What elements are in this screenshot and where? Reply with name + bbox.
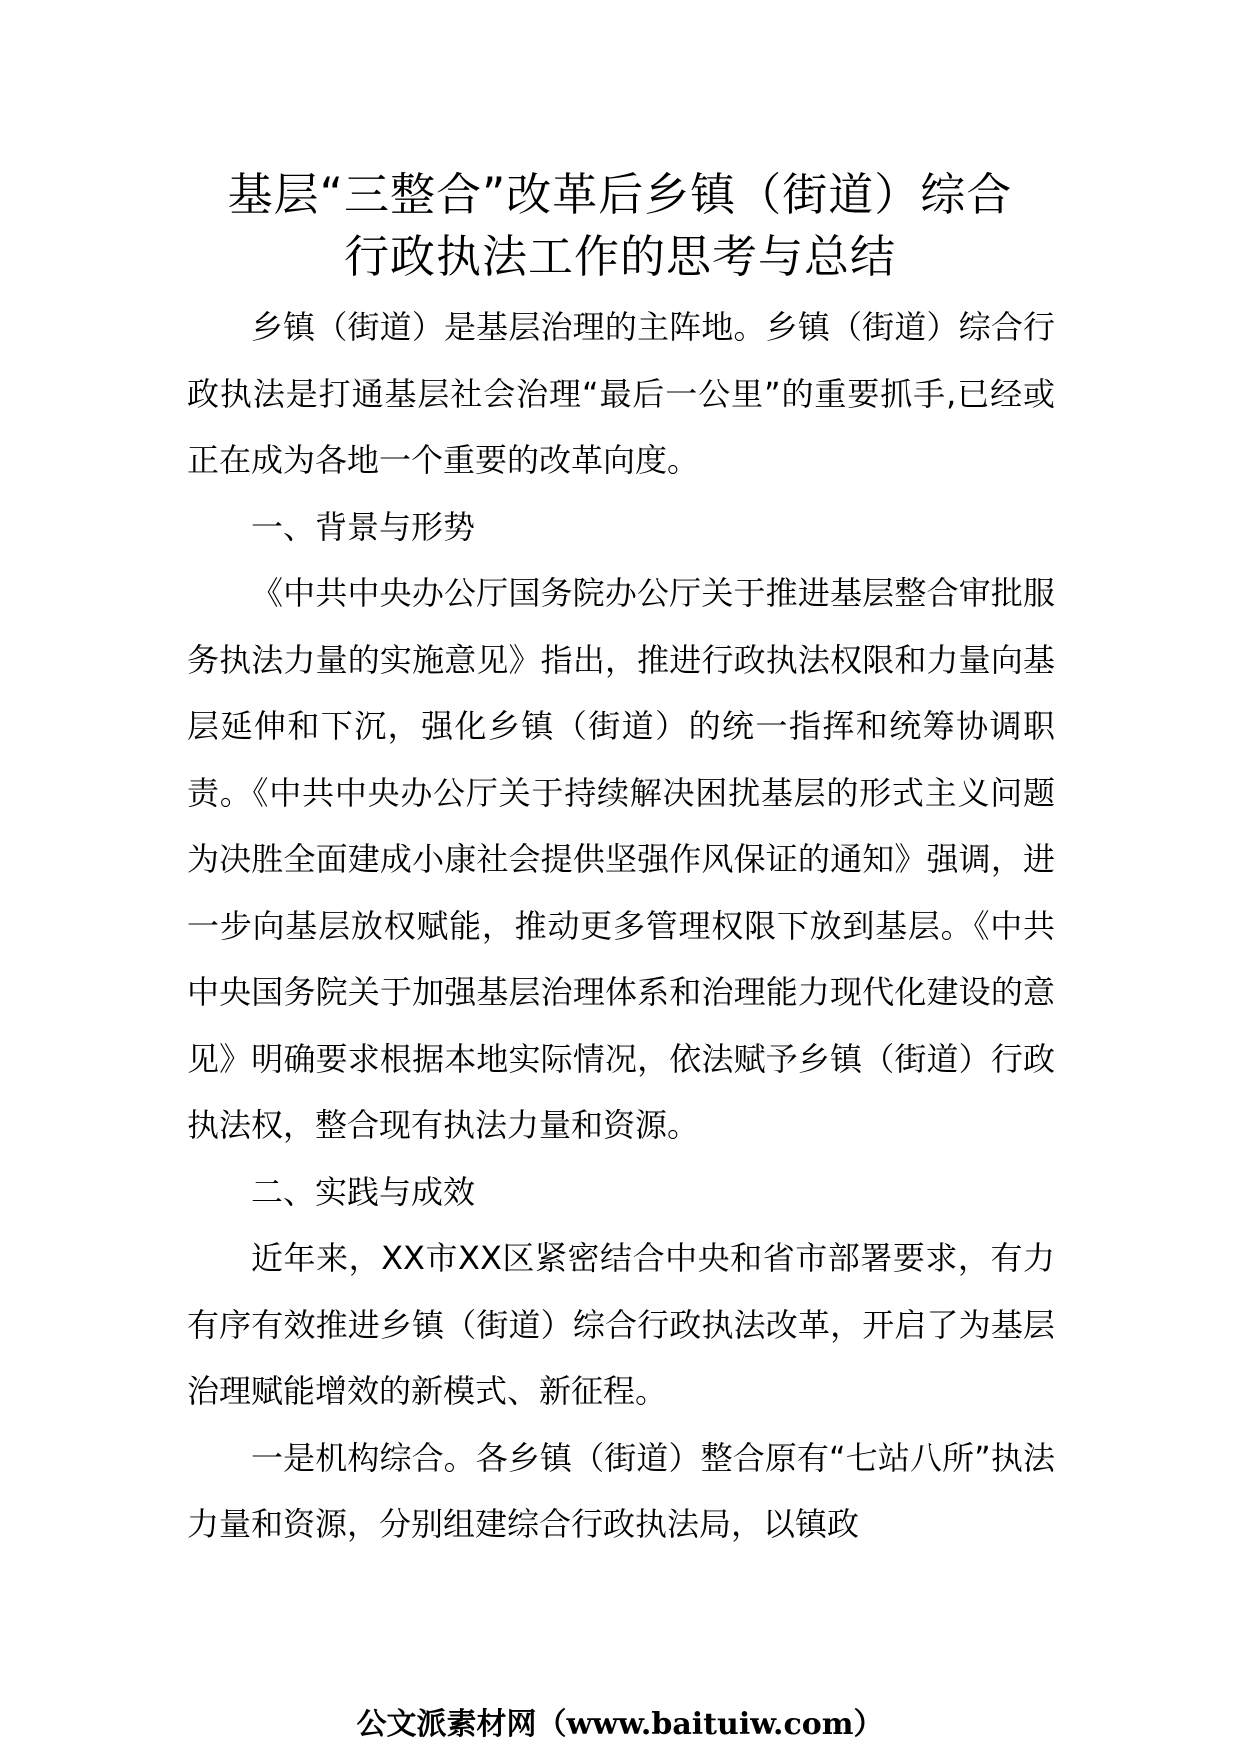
paragraph-institution: 一是机构综合。各乡镇（街道）整合原有“七站八所”执法力量和资源，分别组建综合行政执法局，以镇政 bbox=[187, 1438, 1055, 1543]
title-line-2: 行政执法工作的思考与总结 bbox=[343, 230, 896, 283]
document-title bbox=[150, 164, 1090, 288]
paragraph-intro: 乡镇（街道）是基层治理的主阵地。乡镇（街道）综合行政执法是打通基层社会治理“最后一公里”的重要抓手,已经或正在成为各地一个重要的改革向度。 bbox=[187, 308, 1055, 479]
section-heading-practice: 二、实践与成效 bbox=[251, 1172, 476, 1211]
title-line-1: 基层“三整合”改革后乡镇（街道）综合 bbox=[227, 168, 1013, 221]
document-body bbox=[187, 294, 1055, 1558]
paragraph-practice: 近年来，XX市XX区紧密结合中央和省市部署要求，有力有序有效推进乡镇（街道）综合行政执法改革，开启了为基层治理赋能增效的新模式、新征程。 bbox=[187, 1239, 1055, 1410]
footer-watermark: 公文派素材网（www.baituiw.com） bbox=[356, 1707, 884, 1742]
paragraph-background: 《中共中央办公厅国务院办公厅关于推进基层整合审批服务执法力量的实施意见》指出，推进行政执法权限和力量向基层延伸和下沉，强化乡镇（街道）的统一指挥和统筹协调职责。《中共中央办公厅关于持续解决困扰基层的形式主义问题为决胜全面建成小康社会提供坚强作风保证的通知》强调，进一步向基层放权赋能，推动更多管理权限下放到基层。《中共中央国务院关于加强基层治理体系和治理能力现代化建设的意见》明确要求根据本地实际情况，依法赋予乡镇（街道）行政执法权，整合现有执法力量和资源。 bbox=[187, 574, 1055, 1144]
section-heading-background: 一、背景与形势 bbox=[251, 507, 476, 546]
